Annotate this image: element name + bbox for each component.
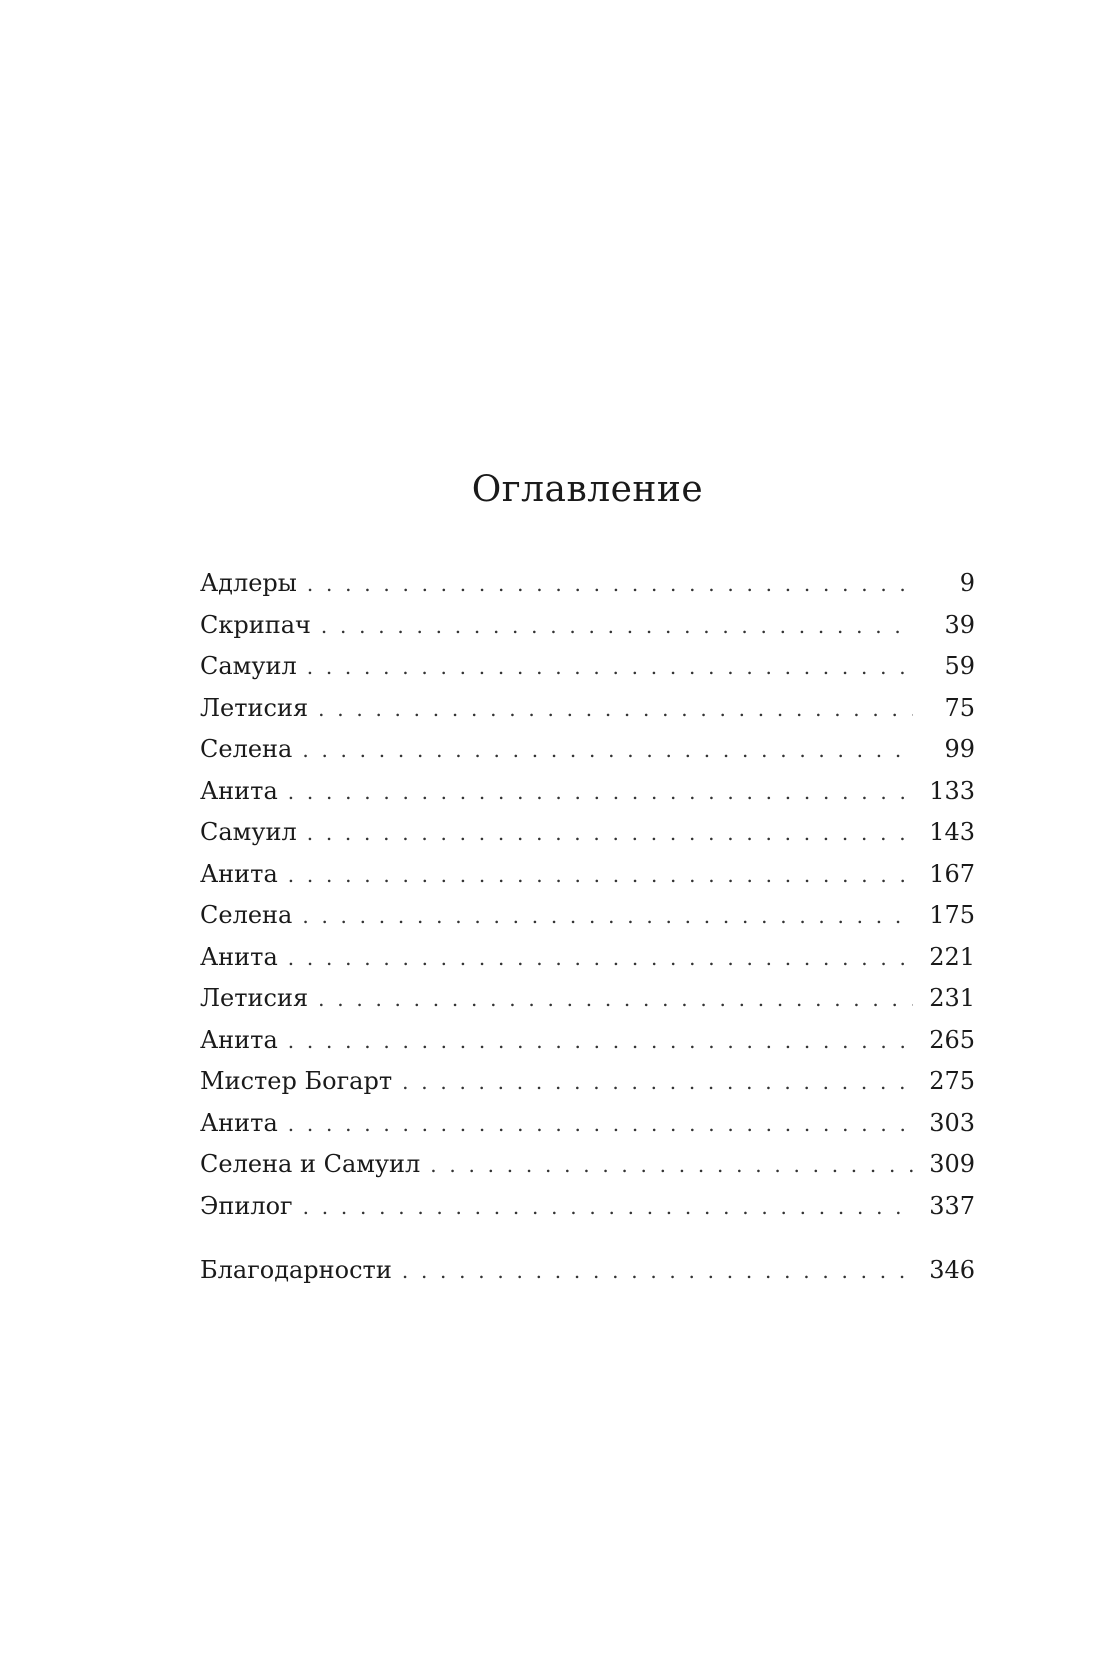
dot-leader (288, 855, 913, 897)
dot-leader (288, 1021, 913, 1063)
toc-entry-title: Скрипач (200, 610, 311, 639)
page-title: Оглавление (471, 469, 704, 510)
toc-entry-page: 337 (929, 1191, 975, 1220)
dot-leader (402, 1251, 913, 1293)
toc-entry (200, 1186, 975, 1228)
toc-entry-title: Селена (200, 735, 293, 763)
dot-leader (302, 730, 913, 772)
dot-leader (321, 606, 913, 648)
toc-entry-title: Летисия (200, 693, 309, 722)
toc-entry-title: Анита (200, 1108, 278, 1137)
toc-entry-page: 99 (944, 735, 975, 763)
toc-entry-title: Анита (200, 776, 278, 805)
toc-entry-title: Селена (200, 901, 293, 929)
toc-entry (200, 812, 975, 854)
dot-leader (318, 689, 913, 731)
dot-leader (402, 1062, 913, 1104)
toc-entry-title: Эпилог (200, 1191, 293, 1220)
toc-entry-page: 231 (929, 984, 975, 1012)
toc-entry-page: 265 (929, 1025, 975, 1054)
toc-entry-page: 75 (944, 693, 975, 722)
toc-entry-title: Самуил (200, 818, 297, 846)
dot-leader (318, 979, 913, 1021)
dot-leader (288, 938, 913, 980)
toc-entry (200, 646, 975, 688)
toc-entry-title: Анита (200, 942, 278, 971)
toc-entry-page: 221 (929, 942, 975, 971)
toc-entry-title: Селена и Самуил (200, 1150, 421, 1178)
dot-leader (302, 896, 913, 938)
toc-entry-title: Анита (200, 859, 278, 888)
toc-entry-page: 275 (929, 1067, 975, 1095)
toc-entry-acknowledgements (200, 1250, 975, 1292)
toc-entry (200, 605, 975, 647)
toc-entry-page: 175 (929, 901, 975, 929)
toc-entry-page: 9 (959, 569, 975, 597)
dot-leader (288, 1104, 913, 1146)
toc-entry (200, 563, 975, 605)
toc-entry-title: Летисия (200, 984, 309, 1012)
toc-entry-page: 309 (929, 1150, 975, 1178)
toc-entry-page: 39 (944, 610, 975, 639)
toc-entry (200, 771, 975, 813)
toc-entry-page: 133 (929, 776, 975, 805)
dot-leader (307, 813, 913, 855)
dot-leader (307, 564, 913, 606)
toc-entry-page: 59 (944, 652, 975, 680)
toc-entry-title: Благодарности (200, 1256, 392, 1284)
toc-entry-page: 303 (929, 1108, 975, 1137)
toc-entry (200, 1103, 975, 1145)
dot-leader (303, 1187, 913, 1229)
toc-entry (200, 1020, 975, 1062)
toc-entry-title: Анита (200, 1025, 278, 1054)
dot-leader (288, 772, 913, 814)
toc-entry (200, 1061, 975, 1103)
toc-entry-title: Мистер Богарт (200, 1067, 393, 1095)
toc-entry-page: 167 (929, 859, 975, 888)
dot-leader (430, 1145, 913, 1187)
toc-entry (200, 895, 975, 937)
table-of-contents (200, 563, 975, 1292)
toc-entry-page: 143 (929, 818, 975, 846)
toc-entry (200, 854, 975, 896)
toc-entry-title: Адлеры (200, 569, 297, 597)
toc-entry-title: Самуил (200, 652, 297, 680)
toc-entry (200, 688, 975, 730)
dot-leader (307, 647, 913, 689)
toc-entry (200, 937, 975, 979)
toc-entry (200, 1144, 975, 1186)
toc-entry (200, 729, 975, 771)
toc-entry (200, 978, 975, 1020)
toc-entry-page: 346 (929, 1256, 975, 1284)
